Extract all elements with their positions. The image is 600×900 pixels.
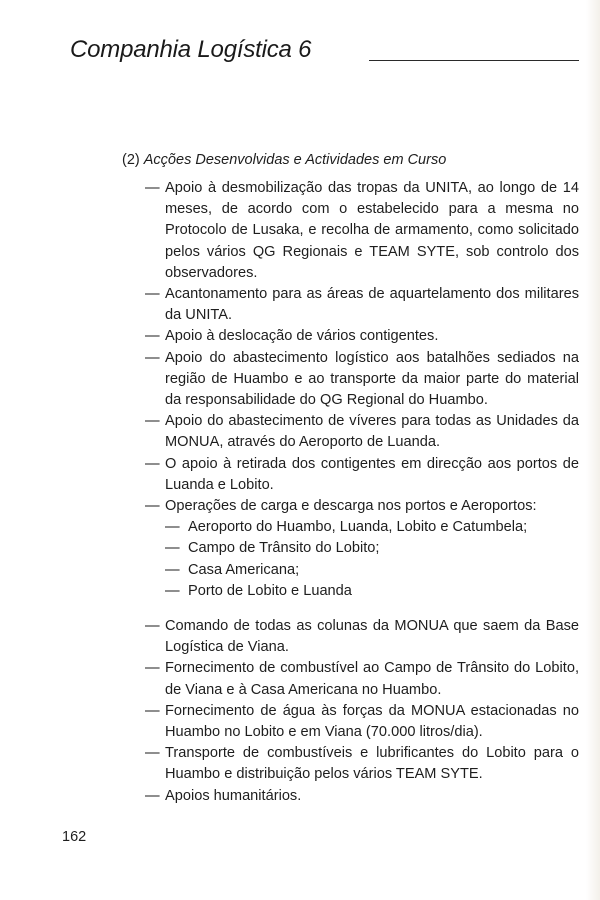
- list-item-text: Transporte de combustíveis e lubrificantes do Lobito para o Huambo e distribuição pelos vários TEAM SYTE.: [165, 745, 579, 783]
- dash-bullet: —: [145, 702, 160, 719]
- header-rule: [369, 60, 579, 61]
- sub-list-item: [165, 517, 579, 538]
- list-item-text: Apoio à deslocação de vários contigentes.: [165, 328, 439, 345]
- sub-list-item-text: Porto de Lobito e Luanda: [188, 582, 352, 599]
- dash-bullet: —: [145, 413, 160, 430]
- list-item-text: Acantonamento para as áreas de aquartelamento dos militares da UNITA.: [165, 286, 579, 324]
- activity-list: [145, 178, 579, 807]
- sub-list-item: [165, 538, 579, 559]
- sub-list-item: [165, 581, 579, 602]
- list-item: [145, 178, 579, 284]
- page-edge-shadow: [586, 0, 600, 900]
- list-item-text: Apoio do abastecimento logístico aos batalhões sediados na região de Huambo e ao transporte da maior parte do material da responsabilidade do QG Regional do Huambo.: [165, 349, 579, 409]
- dash-bullet: —: [145, 455, 160, 472]
- list-item: [145, 348, 579, 412]
- list-item: [145, 411, 579, 453]
- list-item: [145, 496, 579, 517]
- list-item-text: Fornecimento de combustível ao Campo de Trânsito do Lobito, de Viana e à Casa Americana no Huambo.: [165, 660, 579, 698]
- list-item-text: O apoio à retirada dos contigentes em direcção aos portos de Luanda e Lobito.: [165, 455, 579, 493]
- list-item: [145, 454, 579, 496]
- list-item: [145, 786, 579, 807]
- dash-bullet: —: [145, 618, 160, 635]
- sub-list-item: [165, 560, 579, 581]
- sub-list-item-text: Campo de Trânsito do Lobito;: [188, 540, 380, 557]
- dash-bullet: —: [165, 519, 180, 536]
- list-item: [145, 616, 579, 658]
- list-item-text: Apoios humanitários.: [165, 787, 302, 804]
- sub-list: [165, 517, 579, 602]
- sub-list-item-text: Aeroporto do Huambo, Luanda, Lobito e Catumbela;: [188, 519, 528, 536]
- dash-bullet: —: [145, 745, 160, 762]
- list-item-text: Apoio do abastecimento de víveres para todas as Unidades da MONUA, através do Aeroporto de Luanda.: [165, 413, 579, 451]
- list-item-text: Comando de todas as colunas da MONUA que saem da Base Logística de Viana.: [165, 618, 579, 656]
- section-number: (2): [122, 152, 140, 168]
- dash-bullet: —: [145, 180, 160, 196]
- section-title: Acções Desenvolvidas e Actividades em Curso: [143, 152, 447, 168]
- section-heading: [122, 152, 446, 168]
- page-number: 162: [62, 829, 87, 845]
- dash-bullet: —: [145, 349, 160, 366]
- running-title: Companhia Logística 6: [70, 36, 312, 63]
- dash-bullet: —: [165, 540, 180, 557]
- dash-bullet: —: [165, 561, 180, 578]
- list-item: [145, 743, 579, 785]
- list-item: [145, 284, 579, 326]
- list-item: [145, 658, 579, 700]
- dash-bullet: —: [145, 286, 160, 303]
- list-item: [145, 701, 579, 743]
- sub-list-item-text: Casa Americana;: [188, 561, 300, 578]
- dash-bullet: —: [145, 498, 160, 515]
- dash-bullet: —: [145, 328, 160, 345]
- list-item-text: Operações de carga e descarga nos portos e Aeroportos:: [165, 498, 537, 515]
- list-item-text: Fornecimento de água às forças da MONUA estacionadas no Huambo no Lobito e em Viana (70.000 litros/dia).: [165, 702, 579, 741]
- dash-bullet: —: [145, 660, 160, 677]
- dash-bullet: —: [145, 787, 160, 804]
- list-item: [145, 326, 579, 347]
- list-item-text: Apoio à desmobilização das tropas da UNITA, ao longo de 14 meses, de acordo com o estabelecido para a mesma no Protocolo de Lusaka, e recolha de armamento, como solicitado pelos vários QG Regionais e TEAM SYTE, sob controlo dos observadores.: [165, 180, 579, 281]
- dash-bullet: —: [165, 582, 180, 599]
